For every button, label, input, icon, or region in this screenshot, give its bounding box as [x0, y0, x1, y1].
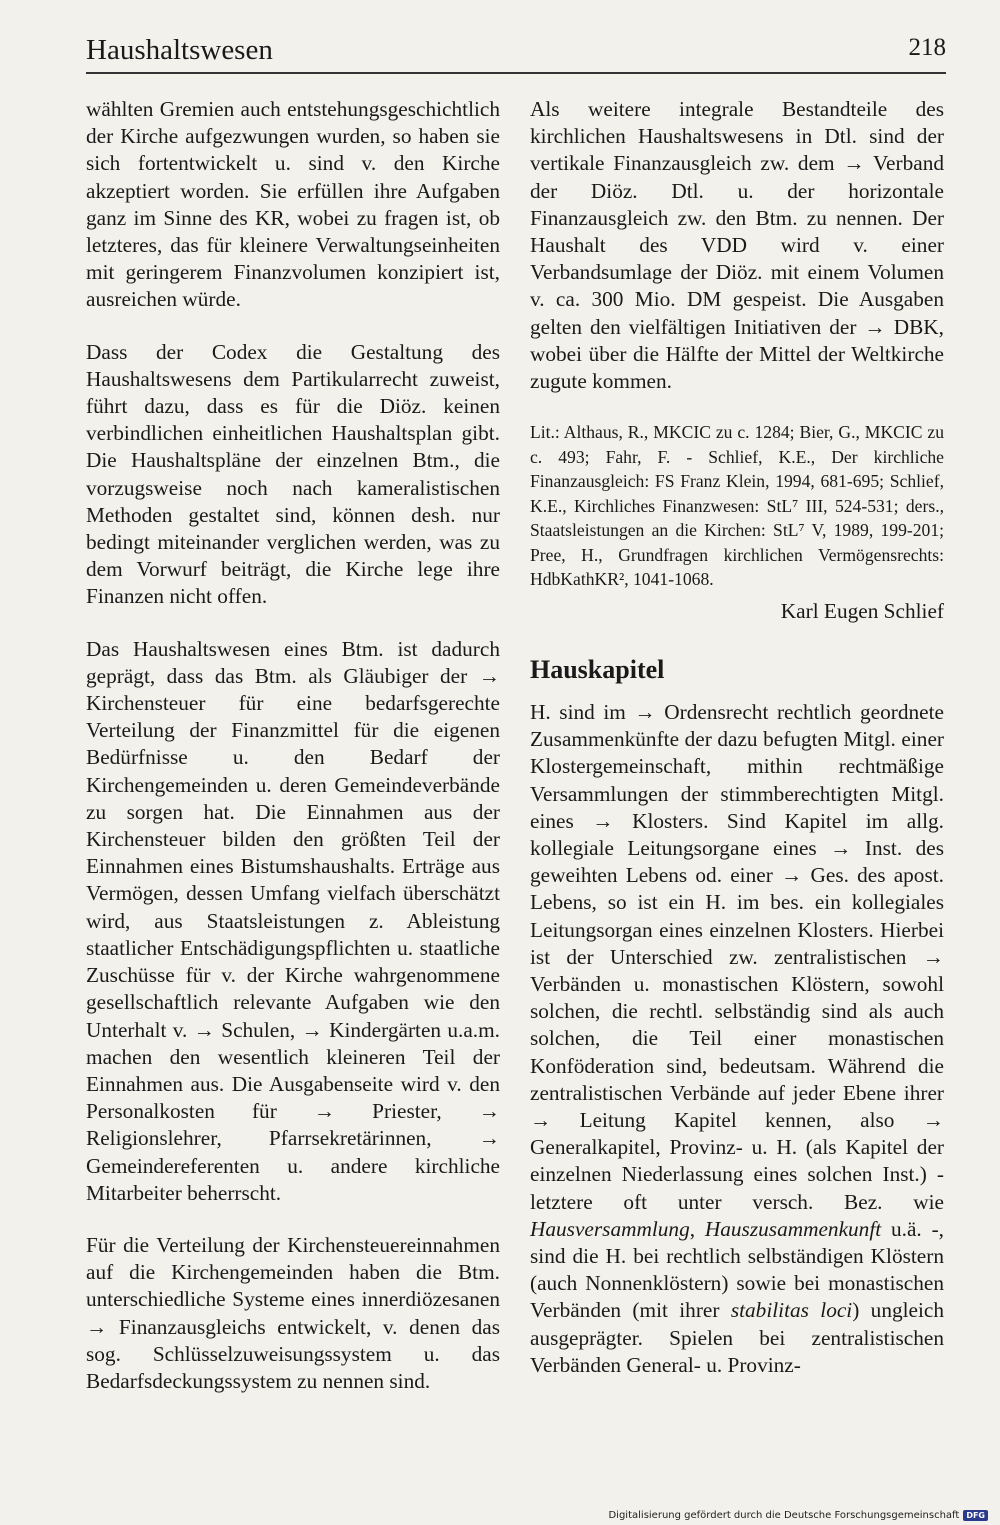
italic-term: Hausversammlung — [530, 1216, 690, 1241]
text-run: u.ä. -, sind die H. bei rechtlich selbständigen Klöstern (auch Nonnenklöstern) sowie bei monastischen Verbänden (mit ihrer — [530, 1216, 944, 1323]
text-run: ) ungleich ausgeprägter. Spielen bei zentralistischen Verbänden General- u. Provinz- — [530, 1298, 945, 1377]
literature-references: Lit.: Althaus, R., MKCIC zu c. 1284; Bier, G., MKCIC zu c. 493; Fahr, F. - Schlief, K.E., Der kirchliche Finanzausgleich: FS Franz Klein, 1994, 681-695; Schlief, K.E., Kirchliches Finanzwesen: StL⁷ III, 524-531; ders., Staatsleistungen an die Kirchen: StL⁷ V, 1989, 199-201; Pree, H., Grundfragen kirchlichen Vermögensrechts: HdbKathKR², 1041-1068. — [530, 422, 944, 590]
page-header — [86, 32, 946, 74]
text-run: H. sind im → Ordensrecht rechtlich geordnete Zusammenkünfte der dazu befugten Mitgl. einer Klostergemeinschaft, mithin rechtmäßige Versammlungen der stimmberechtigten Mitgl. eines → Klosters. Sind Kapitel im allg. kollegiale Leitungsorgane eines → Inst. des geweihten Lebens od. einer → Ges. des apost. Lebens, so ist ein H. im bes. ein kollegiales Leitungsorgan eines einzelnen Klosters. Hierbei ist der Unterschied zw. zentralistischen → Verbänden u. monastischen Klöstern, sowohl solchen, die rechtl. selbständig sind als auch solchen, die Teil einer monastischen Konföderation sind, bedeutsam. Während die zentralistischen Verbände auf jeder Ebene ihrer → Leitung Kapitel kennen, also → Generalkapitel, Provinz- u. H. (als Kapitel der einzelnen Niederlassung eines solchen Inst.) - letztere oft unter versch. Bez. wie — [530, 699, 944, 1214]
paragraph: Dass der Codex die Gestaltung des Haushaltswesens dem Partikularrecht zuweist, führt dazu, dass es für die Diöz. keinen verbindlichen einheitlichen Haushaltsplan gibt. Die Haushaltspläne der einzelnen Btm., die vorzugsweise noch nach kameralistischen Methoden gestaltet sind, können desh. nur bedingt miteinander verglichen werden, was zu dem Vorwurf beiträgt, die Kirche lege ihre Finanzen nicht offen. — [86, 339, 500, 609]
author-signature: Karl Eugen Schlief — [780, 598, 944, 623]
paragraph: Für die Verteilung der Kirchensteuereinnahmen auf die Kirchengemeinden haben die Btm. unterschiedliche Systeme eines innerdiözesanen → Finanzausgleichs entwickelt, v. denen das sog. Schlüsselzuweisungssystem u. das Bedarfsdeckungssystem zu nennen sind. — [86, 1232, 500, 1393]
italic-term: Hauszusammenkunft — [704, 1216, 882, 1241]
paragraph: Das Haushaltswesen eines Btm. ist dadurch geprägt, dass das Btm. als Gläubiger der → Kirchensteuer für eine bedarfsgerechte Verteilung der Finanzmittel für die eigenen Bedürfnisse u. den Bedarf der Kirchengemeinden u. deren Gemeindeverbände zu sorgen hat. Die Einnahmen aus der Kirchensteuer bilden den größten Teil der Einnahmen eines Bistumshaushalts. Erträge aus Vermögen, dessen Umfang vielfach überschätzt wird, aus Staatsleistungen z. Ableistung staatlicher Entschädigungspflichten u. staatliche Zuschüsse für v. der Kirche wahrgenommene gesellschaftlich relevante Aufgaben wie den Unterhalt v. → Schulen, → Kindergärten u.a.m. machen den wesentlich kleineren Teil der Einnahmen aus. Die Ausgabenseite wird v. den Personalkosten für → Priester, → Religionslehrer, Pfarrsekretärinnen, → Gemeindereferenten u. andere kirchliche Mitarbeiter beherrscht. — [86, 636, 500, 1205]
footer-text: Digitalisierung gefördert durch die Deutsche Forschungsgemeinschaft — [608, 1510, 960, 1521]
paragraph — [530, 699, 944, 1379]
article-heading: Hauskapitel — [530, 654, 665, 684]
page-number: 218 — [908, 34, 946, 61]
running-title: Haushaltswesen — [86, 34, 273, 66]
left-column — [86, 96, 500, 1420]
dfg-logo: DFG — [963, 1510, 988, 1521]
paragraph: wählten Gremien auch entstehungsgeschichtlich der Kirche aufgezwungen wurden, so haben sie sich fortentwickelt u. sind v. den Kirche akzeptiert worden. Sie erfüllen ihre Aufgaben ganz im Sinne des KR, wobei zu fragen ist, ob letzteres, das für kleinere Verwaltungseinheiten mit geringerem Finanzvolumen konzipiert ist, ausreichen würde. — [86, 97, 500, 312]
text-run: , — [689, 1216, 705, 1241]
paragraph: Als weitere integrale Bestandteile des kirchlichen Haushaltswesens in Dtl. sind der vertikale Finanzausgleich zw. dem → Verband der Diöz. Dtl. u. der horizontale Finanzausgleich zw. den Btm. zu nennen. Der Haushalt des VDD wird v. einer Verbandsumlage der Diöz. mit einem Volumen v. ca. 300 Mio. DM gespeist. Die Ausgaben gelten den vielfältigen Initiativen der → DBK, wobei über die Hälfte der Mittel der Weltkirche zugute kommen. — [530, 97, 944, 394]
digitization-footer — [608, 1510, 988, 1521]
italic-term: stabilitas loci — [730, 1298, 853, 1323]
right-column — [530, 96, 944, 1404]
